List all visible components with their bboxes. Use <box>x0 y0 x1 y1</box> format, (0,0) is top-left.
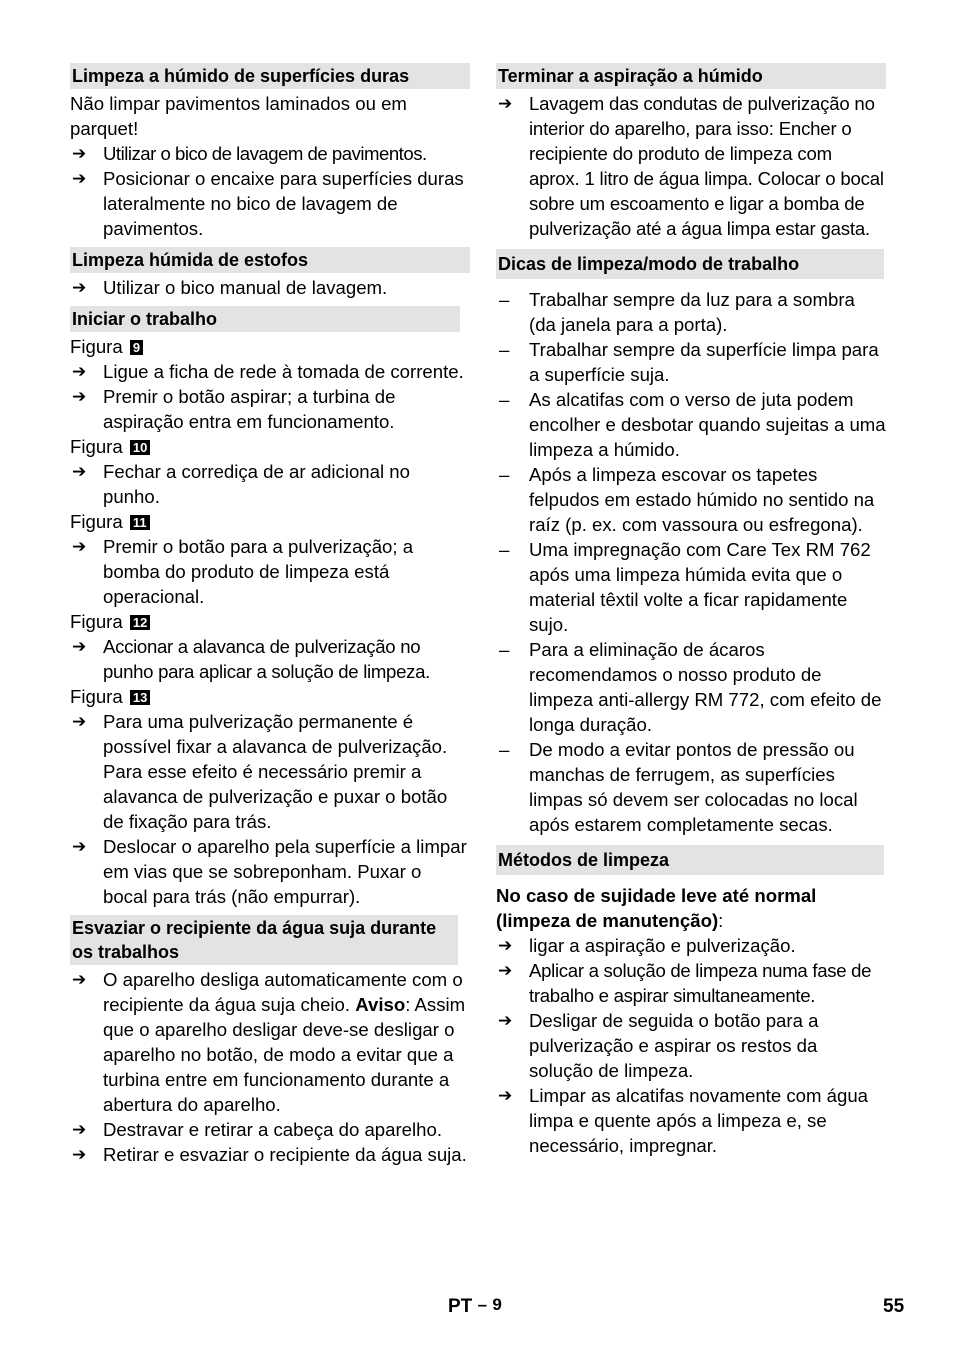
dash-bullet: – <box>499 639 510 660</box>
arrow-icon: ➔ <box>72 362 87 381</box>
figure-number-badge: 10 <box>130 440 150 455</box>
arrow-icon: ➔ <box>72 712 87 731</box>
section-heading-hard-surfaces: Limpeza a húmido de superfícies duras <box>70 63 470 89</box>
arrow-icon: ➔ <box>72 169 87 188</box>
figure-reference: Figura 10 <box>70 434 470 459</box>
list-item: ➔ Ligue a ficha de rede à tomada de corrente. <box>72 361 464 382</box>
list-item: ➔ Aplicar a solução de limpeza numa fase de trabalho e aspirar simultaneamente. <box>498 960 872 1006</box>
footer-section-marker <box>448 1296 502 1318</box>
arrow-icon: ➔ <box>498 94 513 113</box>
subheading: No caso de sujidade leve até normal (limpeza de manutenção): <box>496 885 817 931</box>
arrow-icon: ➔ <box>72 144 87 163</box>
arrow-icon: ➔ <box>72 537 87 556</box>
list-item: ➔ Utilizar o bico de lavagem de pavimentos. <box>72 143 427 164</box>
footer-lang: PT <box>448 1296 473 1317</box>
list-item: ➔ Destravar e retirar a cabeça do aparelho. <box>72 1119 442 1140</box>
arrow-icon: ➔ <box>72 837 87 856</box>
list-item: – Trabalhar sempre da luz para a sombra (da janela para a porta). <box>496 287 886 337</box>
list-item: ➔ Retirar e esvaziar o recipiente da água suja. <box>72 1144 467 1165</box>
arrow-icon: ➔ <box>72 637 87 656</box>
arrow-icon: ➔ <box>72 1120 87 1139</box>
list-item: ➔ Fechar a corrediça de ar adicional no punho. <box>72 461 410 507</box>
list-item: – Para a eliminação de ácaros recomendamos o nosso produto de limpeza anti-allergy RM 772, com efeito de longa duração. <box>496 637 886 737</box>
section-heading-upholstery: Limpeza húmida de estofos <box>70 247 470 273</box>
list-item: ➔ O aparelho desliga automaticamente com o recipiente da água suja cheio. Aviso: Assim que o aparelho desligar deve-se desligar o aparelho no botão, de modo a evitar que a turbina entre em funcionamento durante a abertura do aparelho. <box>72 969 466 1115</box>
section-heading-start-work: Iniciar o trabalho <box>70 306 460 332</box>
figure-number-badge: 11 <box>130 515 150 530</box>
list-item: – Uma impregnação com Care Tex RM 762 após uma limpeza húmida evita que o material têxtil volte a ficar rapidamente sujo. <box>496 537 886 637</box>
arrow-icon: ➔ <box>72 1145 87 1164</box>
footer-dash: – <box>477 1295 488 1314</box>
list-item: ➔ Limpar as alcatifas novamente com água limpa e quente após a limpeza e, se necessário, impregnar. <box>498 1085 868 1156</box>
list-item: – As alcatifas com o verso de juta podem encolher e desbotar quando sujeitas a uma limpeza a húmido. <box>496 387 886 462</box>
dash-bullet: – <box>499 539 510 560</box>
list-item: ➔ Premir o botão aspirar; a turbina de aspiração entra em funcionamento. <box>72 386 396 432</box>
note-text: Não limpar pavimentos laminados ou em parquet! <box>70 93 407 139</box>
figure-reference: Figura 9 <box>70 334 470 359</box>
list-item: ➔ Utilizar o bico manual de lavagem. <box>72 277 388 298</box>
section-heading-end-wet-vacuum: Terminar a aspiração a húmido <box>496 63 886 89</box>
list-item: ➔ Premir o botão para a pulverização; a bomba do produto de limpeza está operacional. <box>72 536 414 607</box>
figure-number-badge: 13 <box>130 690 150 705</box>
list-item: – Após a limpeza escovar os tapetes felpudos em estado húmido no sentido na raíz (p. ex. com vassoura ou esfregona). <box>496 462 886 537</box>
arrow-icon: ➔ <box>72 278 87 297</box>
list-item: – De modo a evitar pontos de pressão ou manchas de ferrugem, as superfícies limpas só devem ser colocadas no local após estarem completamente secas. <box>496 737 886 837</box>
list-item: ➔ Posicionar o encaixe para superfícies duras lateralmente no bico de lavagem de pavimentos. <box>72 168 464 239</box>
list-item: – Trabalhar sempre da superfície limpa para a superfície suja. <box>496 337 886 387</box>
arrow-icon: ➔ <box>72 970 87 989</box>
arrow-icon: ➔ <box>72 462 87 481</box>
dash-bullet: – <box>499 339 510 360</box>
arrow-icon: ➔ <box>498 961 513 980</box>
dash-bullet: – <box>499 389 510 410</box>
section-heading-cleaning-tips: Dicas de limpeza/modo de trabalho <box>496 249 884 279</box>
arrow-icon: ➔ <box>72 387 87 406</box>
arrow-icon: ➔ <box>498 1086 513 1105</box>
list-item: ➔ Accionar a alavanca de pulverização no punho para aplicar a solução de limpeza. <box>72 636 431 682</box>
figure-number-badge: 9 <box>130 340 143 355</box>
right-column <box>496 63 886 1158</box>
list-item: ➔ Para uma pulverização permanente é possível fixar a alavanca de pulverização. Para esse efeito é necessário premir a alavanca de pulverização e puxar o botão de fixação para trás. <box>72 711 448 832</box>
list-item: ➔ Lavagem das condutas de pulverização no interior do aparelho, para isso: Encher o recipiente do produto de limpeza com aprox. 1 litro de água limpa. Colocar o bocal sobre um escoamento e ligar a bomba de pulverização até a água limpa estar gasta. <box>498 93 884 239</box>
list-item: ➔ Desligar de seguida o botão para a pulverização e aspirar os restos da solução de limpeza. <box>498 1010 819 1081</box>
footer-section-page: 9 <box>492 1295 502 1314</box>
left-column <box>70 63 470 1167</box>
figure-number-badge: 12 <box>130 615 150 630</box>
list-item: ➔ Deslocar o aparelho pela superfície a limpar em vias que se sobreponham. Puxar o bocal para trás (não empurrar). <box>72 836 467 907</box>
figure-reference: Figura 11 <box>70 509 470 534</box>
section-heading-cleaning-methods: Métodos de limpeza <box>496 845 884 875</box>
page-number: 55 <box>883 1296 905 1317</box>
section-heading-empty-tank: Esvaziar o recipiente da água suja durante os trabalhos <box>70 915 458 965</box>
figure-reference: Figura 13 <box>70 684 470 709</box>
warning-label: Aviso <box>355 994 406 1015</box>
dash-bullet: – <box>499 464 510 485</box>
arrow-icon: ➔ <box>498 936 513 955</box>
arrow-icon: ➔ <box>498 1011 513 1030</box>
list-item: ➔ ligar a aspiração e pulverização. <box>498 935 796 956</box>
dash-bullet: – <box>499 739 510 760</box>
figure-reference: Figura 12 <box>70 609 470 634</box>
dash-bullet: – <box>499 289 510 310</box>
